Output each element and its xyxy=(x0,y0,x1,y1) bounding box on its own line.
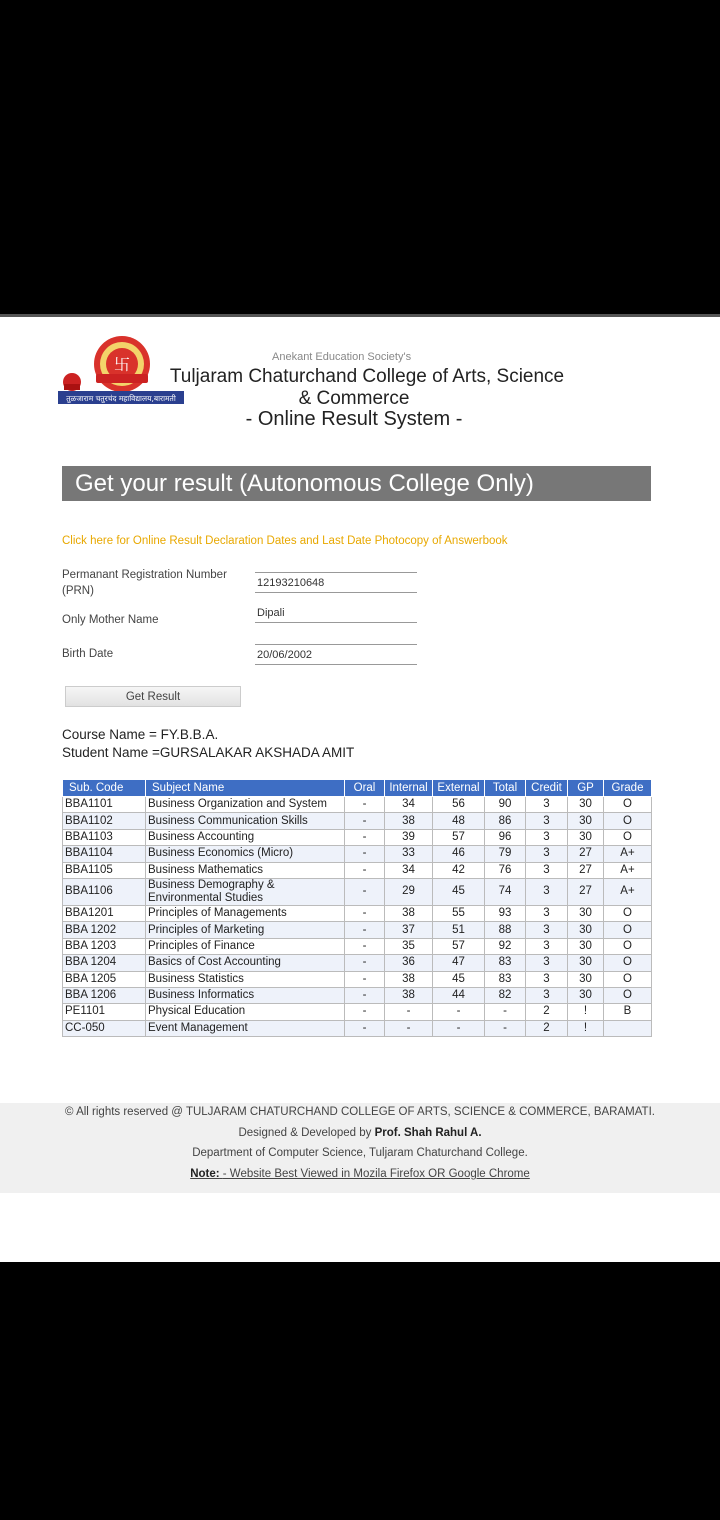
cell-external: 46 xyxy=(433,846,485,862)
cell-grade: O xyxy=(604,987,652,1003)
cell-grade: O xyxy=(604,813,652,829)
table-row xyxy=(63,862,652,878)
cell-oral: - xyxy=(345,955,385,971)
cell-internal: - xyxy=(385,1020,433,1036)
cell-grade: B xyxy=(604,1004,652,1020)
student-name: Student Name =GURSALAKAR AKSHADA AMIT xyxy=(62,745,355,760)
cell-gp: 30 xyxy=(568,971,604,987)
cell-subject: Business Organization and System xyxy=(146,797,345,813)
cell-oral: - xyxy=(345,829,385,845)
cell-credit: 3 xyxy=(526,813,568,829)
cell-internal: 37 xyxy=(385,922,433,938)
cell-code: BBA1105 xyxy=(63,862,146,878)
prn-input[interactable] xyxy=(255,573,417,593)
cell-grade: A+ xyxy=(604,878,652,905)
cell-external: 57 xyxy=(433,829,485,845)
footer-rights: © All rights reserved @ TULJARAM CHATURCHAND COLLEGE OF ARTS, SCIENCE & COMMERCE, BARAMATI. xyxy=(65,1106,655,1118)
college-title-line2: & Commerce xyxy=(298,388,410,409)
prn-label: Permanant Registration Number (PRN) xyxy=(62,569,227,597)
cell-external: - xyxy=(433,1020,485,1036)
header-subject-name: Subject Name xyxy=(146,780,345,797)
cell-internal: 36 xyxy=(385,955,433,971)
cell-total: 76 xyxy=(485,862,526,878)
table-row xyxy=(63,971,652,987)
footer-designed-prefix: Designed & Developed by xyxy=(238,1127,372,1139)
cell-total: - xyxy=(485,1020,526,1036)
society-name: Anekant Education Society's xyxy=(272,351,412,363)
cell-oral: - xyxy=(345,846,385,862)
cell-gp: 27 xyxy=(568,862,604,878)
cell-gp: 30 xyxy=(568,905,604,921)
table-header-row xyxy=(63,780,652,797)
cell-internal: 34 xyxy=(385,862,433,878)
cell-code: BBA 1204 xyxy=(63,955,146,971)
system-title: - Online Result System - xyxy=(245,408,463,430)
cell-grade: O xyxy=(604,971,652,987)
header-credit: Credit xyxy=(526,780,568,797)
results-table xyxy=(62,779,652,1037)
cell-gp: ! xyxy=(568,1020,604,1036)
cell-internal: 38 xyxy=(385,905,433,921)
cell-subject: Physical Education xyxy=(146,1004,345,1020)
table-row xyxy=(63,813,652,829)
cell-internal: - xyxy=(385,1004,433,1020)
header-grade: Grade xyxy=(604,780,652,797)
cell-total: 92 xyxy=(485,938,526,954)
cell-internal: 38 xyxy=(385,813,433,829)
cell-code: BBA1102 xyxy=(63,813,146,829)
footer-note-text: - Website Best Viewed in Mozila Firefox OR Google Chrome xyxy=(222,1168,530,1180)
header-sub-code: Sub. Code xyxy=(63,780,146,797)
cell-code: BBA 1202 xyxy=(63,922,146,938)
cell-total: 86 xyxy=(485,813,526,829)
get-result-button[interactable]: Get Result xyxy=(65,686,241,707)
table-row xyxy=(63,829,652,845)
mother-name-label: Only Mother Name xyxy=(62,614,159,626)
cell-total: 74 xyxy=(485,878,526,905)
cell-oral: - xyxy=(345,797,385,813)
cell-grade: O xyxy=(604,955,652,971)
cell-credit: 3 xyxy=(526,829,568,845)
header-external: External xyxy=(433,780,485,797)
logo-text: तुळजाराम चतुरचंद महाविद्यालय,बारामती xyxy=(66,394,176,403)
cell-total: 79 xyxy=(485,846,526,862)
cell-code: BBA1104 xyxy=(63,846,146,862)
cell-code: BBA 1205 xyxy=(63,971,146,987)
cell-internal: 29 xyxy=(385,878,433,905)
cell-code: BBA1201 xyxy=(63,905,146,921)
cell-gp: 30 xyxy=(568,813,604,829)
cell-code: PE1101 xyxy=(63,1004,146,1020)
cell-subject: Principles of Marketing xyxy=(146,922,345,938)
footer-note xyxy=(0,1168,720,1180)
cell-grade: O xyxy=(604,797,652,813)
cell-external: 47 xyxy=(433,955,485,971)
cell-internal: 35 xyxy=(385,938,433,954)
cell-total: 96 xyxy=(485,829,526,845)
cell-gp: 27 xyxy=(568,846,604,862)
cell-credit: 3 xyxy=(526,987,568,1003)
cell-oral: - xyxy=(345,987,385,1003)
cell-internal: 38 xyxy=(385,971,433,987)
cell-external: 42 xyxy=(433,862,485,878)
cell-external: 55 xyxy=(433,905,485,921)
header-internal: Internal xyxy=(385,780,433,797)
cell-subject: Event Management xyxy=(146,1020,345,1036)
cell-total: 83 xyxy=(485,971,526,987)
cell-grade: O xyxy=(604,938,652,954)
cell-grade: O xyxy=(604,905,652,921)
cell-code: BBA1101 xyxy=(63,797,146,813)
svg-text:卐: 卐 xyxy=(113,355,131,374)
top-divider xyxy=(0,314,720,317)
cell-total: 82 xyxy=(485,987,526,1003)
cell-gp: ! xyxy=(568,1004,604,1020)
cell-subject: Business Communication Skills xyxy=(146,813,345,829)
cell-code: BBA1103 xyxy=(63,829,146,845)
cell-oral: - xyxy=(345,878,385,905)
cell-credit: 3 xyxy=(526,922,568,938)
cell-total: 90 xyxy=(485,797,526,813)
cell-code: BBA1106 xyxy=(63,878,146,905)
cell-subject: Business Accounting xyxy=(146,829,345,845)
cell-grade: O xyxy=(604,922,652,938)
cell-credit: 3 xyxy=(526,846,568,862)
cell-subject: Basics of Cost Accounting xyxy=(146,955,345,971)
header-oral: Oral xyxy=(345,780,385,797)
cell-total: 88 xyxy=(485,922,526,938)
table-row xyxy=(63,797,652,813)
page-banner: Get your result (Autonomous College Only) xyxy=(62,466,651,501)
cell-credit: 3 xyxy=(526,955,568,971)
cell-subject: Principles of Managements xyxy=(146,905,345,921)
table-row xyxy=(63,846,652,862)
table-row xyxy=(63,878,652,905)
cell-external: 45 xyxy=(433,878,485,905)
cell-subject: Business Mathematics xyxy=(146,862,345,878)
cell-oral: - xyxy=(345,938,385,954)
cell-external: 44 xyxy=(433,987,485,1003)
cell-total: 93 xyxy=(485,905,526,921)
cell-credit: 3 xyxy=(526,905,568,921)
footer-department: Department of Computer Science, Tuljaram Chaturchand College. xyxy=(192,1147,528,1159)
cell-internal: 38 xyxy=(385,987,433,1003)
cell-gp: 27 xyxy=(568,878,604,905)
cell-oral: - xyxy=(345,1004,385,1020)
cell-external: 56 xyxy=(433,797,485,813)
cell-total: - xyxy=(485,1004,526,1020)
cell-gp: 30 xyxy=(568,797,604,813)
cell-credit: 2 xyxy=(526,1004,568,1020)
footer-designed xyxy=(0,1127,720,1139)
table-row xyxy=(63,938,652,954)
table-row xyxy=(63,1004,652,1020)
cell-code: BBA 1206 xyxy=(63,987,146,1003)
cell-credit: 3 xyxy=(526,938,568,954)
college-title-line1: Tuljaram Chaturchand College of Arts, Science xyxy=(169,366,565,387)
cell-grade xyxy=(604,1020,652,1036)
table-row xyxy=(63,955,652,971)
footer-designer: Prof. Shah Rahul A. xyxy=(374,1127,482,1139)
cell-external: 57 xyxy=(433,938,485,954)
cell-credit: 3 xyxy=(526,797,568,813)
table-row xyxy=(63,1020,652,1036)
cell-oral: - xyxy=(345,922,385,938)
cell-oral: - xyxy=(345,971,385,987)
cell-external: - xyxy=(433,1004,485,1020)
table-row xyxy=(63,987,652,1003)
birth-date-label: Birth Date xyxy=(62,648,114,660)
cell-code: BBA 1203 xyxy=(63,938,146,954)
course-name: Course Name = FY.B.B.A. xyxy=(62,727,219,742)
cell-gp: 30 xyxy=(568,922,604,938)
cell-credit: 3 xyxy=(526,971,568,987)
cell-subject: Business Statistics xyxy=(146,971,345,987)
cell-gp: 30 xyxy=(568,955,604,971)
cell-credit: 2 xyxy=(526,1020,568,1036)
cell-subject: Business Informatics xyxy=(146,987,345,1003)
mother-name-input[interactable] xyxy=(255,603,417,623)
declaration-dates-link[interactable]: Click here for Online Result Declaration Dates and Last Date Photocopy of Answerbook xyxy=(62,535,508,547)
cell-internal: 33 xyxy=(385,846,433,862)
cell-subject: Principles of Finance xyxy=(146,938,345,954)
cell-gp: 30 xyxy=(568,938,604,954)
table-row xyxy=(63,922,652,938)
cell-code: CC-050 xyxy=(63,1020,146,1036)
cell-subject: Business Economics (Micro) xyxy=(146,846,345,862)
cell-internal: 34 xyxy=(385,797,433,813)
cell-grade: A+ xyxy=(604,862,652,878)
cell-credit: 3 xyxy=(526,862,568,878)
cell-subject: Business Demography & Environmental Studies xyxy=(146,878,345,905)
birth-date-input[interactable] xyxy=(255,645,417,665)
cell-total: 83 xyxy=(485,955,526,971)
cell-internal: 39 xyxy=(385,829,433,845)
header-total: Total xyxy=(485,780,526,797)
cell-oral: - xyxy=(345,905,385,921)
cell-gp: 30 xyxy=(568,829,604,845)
cell-grade: A+ xyxy=(604,846,652,862)
cell-credit: 3 xyxy=(526,878,568,905)
cell-grade: O xyxy=(604,829,652,845)
cell-oral: - xyxy=(345,1020,385,1036)
cell-external: 51 xyxy=(433,922,485,938)
cell-external: 45 xyxy=(433,971,485,987)
header-gp: GP xyxy=(568,780,604,797)
cell-oral: - xyxy=(345,862,385,878)
table-row xyxy=(63,905,652,921)
cell-gp: 30 xyxy=(568,987,604,1003)
cell-external: 48 xyxy=(433,813,485,829)
footer-note-label: Note: xyxy=(190,1168,220,1180)
cell-oral: - xyxy=(345,813,385,829)
